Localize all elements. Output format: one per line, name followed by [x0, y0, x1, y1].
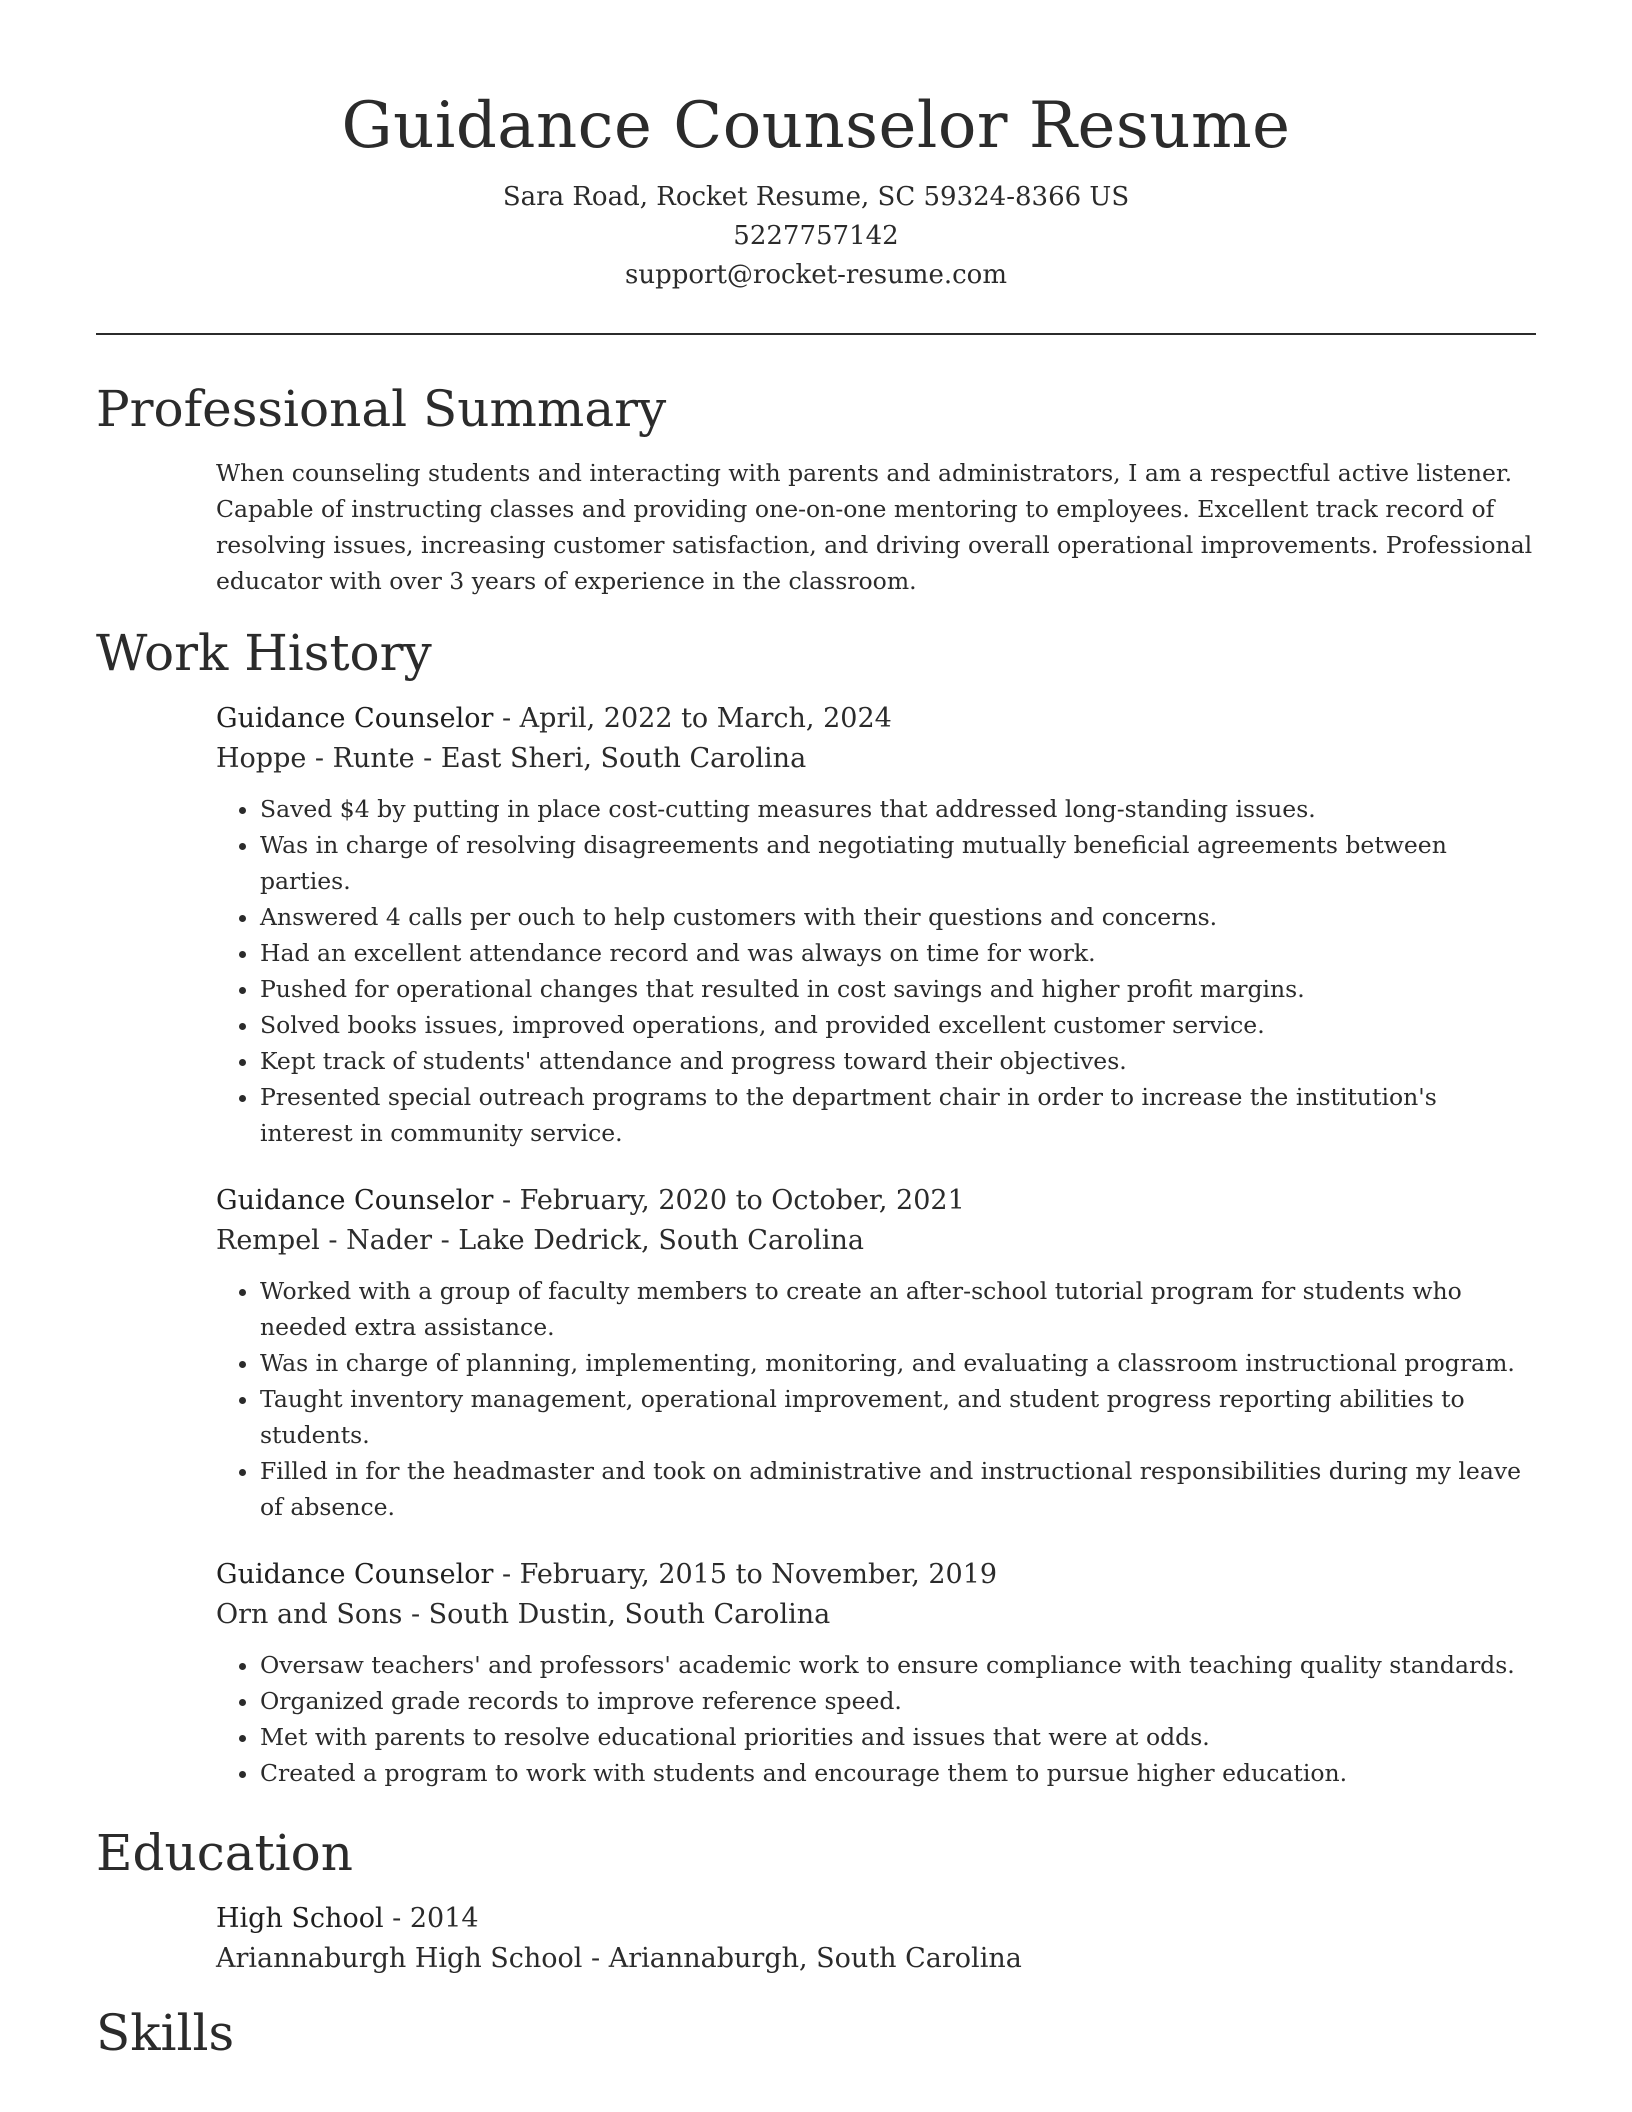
job-dates: - February, 2015 to November, 2019 [493, 1559, 998, 1590]
list-item: • Solved books issues, improved operations, and provided excellent customer service. [260, 1007, 1536, 1043]
job-bullets [216, 1647, 1536, 1791]
job-location: - Lake Dedrick, South Carolina [432, 1225, 864, 1256]
list-item: • Taught inventory management, operational improvement, and student progress reporting abilities to students. [260, 1381, 1536, 1453]
email-address: support@rocket-resume.com [624, 260, 1007, 290]
resume-header [0, 0, 1632, 295]
job-title-line [216, 699, 1536, 739]
job-company-line [216, 739, 1536, 779]
work-history-body [0, 699, 1632, 1791]
job-bullets [216, 791, 1536, 1151]
list-item: • Created a program to work with students and encourage them to pursue higher education. [260, 1755, 1536, 1791]
list-item: • Answered 4 calls per ouch to help customers with their questions and concerns. [260, 899, 1536, 935]
job-title: Guidance Counselor [216, 1185, 494, 1216]
job-company-line [216, 1595, 1536, 1635]
address: Sara Road, Rocket Resume, SC 59324-8366 US [502, 182, 1130, 212]
list-item: • Had an excellent attendance record and was always on time for work. [260, 935, 1536, 971]
job-title-line [216, 1181, 1536, 1221]
skills-heading: Skills [96, 2004, 235, 2062]
resume-title: Guidance Counselor Resume [341, 89, 1291, 163]
list-item: • Kept track of students' attendance and progress toward their objectives. [260, 1043, 1536, 1079]
job-company: Hoppe - Runte [216, 743, 415, 774]
education-heading: Education [96, 1824, 353, 1882]
summary-heading: Professional Summary [96, 380, 667, 438]
education-school: Ariannaburgh High School [216, 1943, 583, 1974]
job-dates: - April, 2022 to March, 2024 [493, 703, 892, 734]
work-history-section [0, 621, 1632, 1791]
job-title: Guidance Counselor [216, 703, 494, 734]
job-company: Orn and Sons [216, 1599, 403, 1630]
list-item: • Oversaw teachers' and professors' academic work to ensure compliance with teaching quality standards. [260, 1647, 1536, 1683]
education-section [0, 1821, 1632, 1979]
job-bullets [216, 1273, 1536, 1525]
list-item: • Was in charge of resolving disagreements and negotiating mutually beneficial agreements between parties. [260, 827, 1536, 899]
job-title-line [216, 1555, 1536, 1595]
work-history-heading: Work History [96, 624, 432, 682]
list-item: • Presented special outreach programs to the department chair in order to increase the institution's interest in community service. [260, 1079, 1536, 1151]
list-item: • Worked with a group of faculty members to create an after-school tutorial program for students who needed extra assistance. [260, 1273, 1536, 1345]
job-dates: - February, 2020 to October, 2021 [493, 1185, 965, 1216]
list-item: • Organized grade records to improve reference speed. [260, 1683, 1536, 1719]
job-company-line [216, 1221, 1536, 1261]
education-school-line [216, 1939, 1536, 1979]
header-divider [96, 333, 1536, 335]
list-item: • Was in charge of planning, implementing, monitoring, and evaluating a classroom instructional program. [260, 1345, 1536, 1381]
education-degree: High School [216, 1903, 384, 1934]
list-item: • Pushed for operational changes that resulted in cost savings and higher profit margins. [260, 971, 1536, 1007]
job-location: - East Sheri, South Carolina [414, 743, 807, 774]
phone-number: 5227757142 [733, 221, 899, 251]
education-year: - 2014 [383, 1903, 479, 1934]
job-title: Guidance Counselor [216, 1559, 494, 1590]
list-item: • Met with parents to resolve educational priorities and issues that were at odds. [260, 1719, 1536, 1755]
summary-section [0, 377, 1632, 599]
list-item: • Saved $4 by putting in place cost-cutting measures that addressed long-standing issues. [260, 791, 1536, 827]
list-item: • Filled in for the headmaster and took on administrative and instructional responsibilities during my leave of absence. [260, 1453, 1536, 1525]
summary-body [0, 455, 1632, 599]
education-degree-line [216, 1899, 1536, 1939]
skills-section [0, 2001, 1632, 2065]
job-entry [216, 699, 1536, 1151]
summary-text: When counseling students and interacting with parents and administrators, I am a respectful active listener. Capable of instructing classes and providing one-on-one mentoring to employees. Excellent track record of resolving issues, increasing customer satisfaction, and driving overall operational improvements. Professional educator with over 3 years of experience in the classroom. [216, 459, 1533, 595]
job-entry [216, 1181, 1536, 1525]
job-company: Rempel - Nader [216, 1225, 432, 1256]
education-location: - Ariannaburgh, South Carolina [582, 1943, 1022, 1974]
contact-block [0, 178, 1632, 295]
job-entry [216, 1555, 1536, 1791]
job-location: - South Dustin, South Carolina [402, 1599, 831, 1630]
education-body [0, 1899, 1632, 1979]
